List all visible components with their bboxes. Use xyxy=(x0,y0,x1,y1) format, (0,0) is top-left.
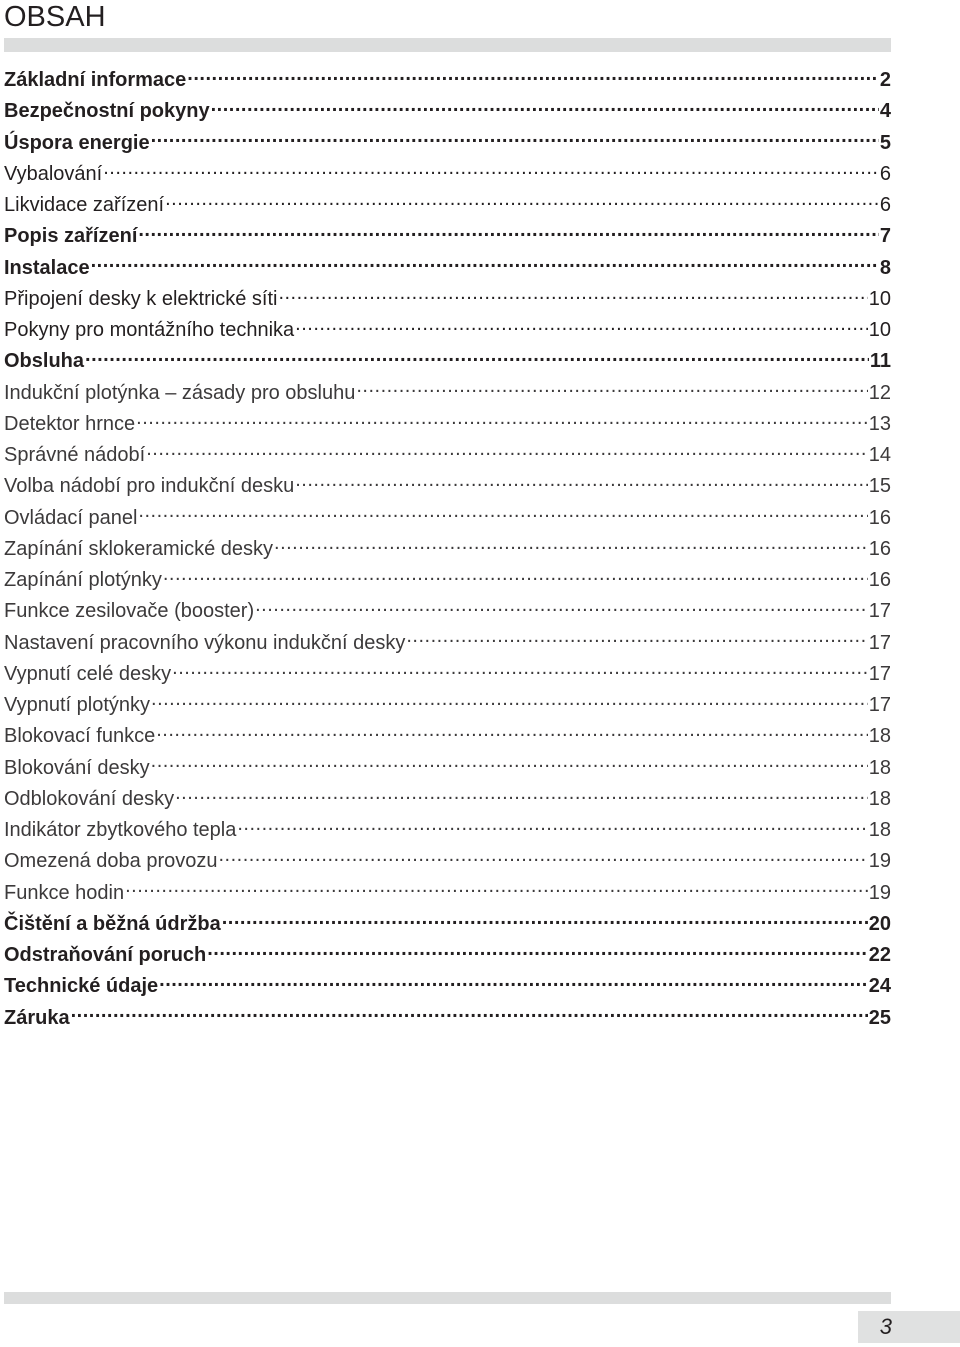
toc-entry-page: 17 xyxy=(868,662,891,685)
toc-entry-page: 17 xyxy=(868,600,891,623)
toc-entry[interactable] xyxy=(4,596,891,627)
toc-entry-page: 18 xyxy=(868,725,891,748)
toc-entry-page: 10 xyxy=(868,319,891,341)
toc-leader-dots xyxy=(356,379,867,399)
toc-entry-page: 17 xyxy=(868,694,891,716)
toc-entry-page: 19 xyxy=(868,850,891,873)
toc-leader-dots xyxy=(71,1004,868,1024)
toc-entry[interactable] xyxy=(4,253,891,284)
toc-entry-label: Volba nádobí pro indukční desku xyxy=(4,475,295,498)
toc-entry-label: Pokyny pro montážního technika xyxy=(4,319,295,341)
toc-leader-dots xyxy=(175,785,868,805)
toc-entry-label: Funkce zesilovače (booster) xyxy=(4,600,255,623)
toc-entry-label: Připojení desky k elektrické síti xyxy=(4,287,278,310)
table-of-contents xyxy=(4,65,891,1034)
toc-leader-dots xyxy=(165,191,879,211)
toc-entry-page: 18 xyxy=(868,756,891,779)
toc-entry[interactable] xyxy=(4,846,891,877)
toc-entry-label: Obsluha xyxy=(4,350,85,373)
toc-entry[interactable] xyxy=(4,565,891,596)
toc-leader-dots xyxy=(295,472,868,492)
toc-entry-page: 24 xyxy=(868,975,891,998)
toc-leader-dots xyxy=(138,504,867,524)
toc-entry-page: 14 xyxy=(868,444,891,466)
toc-entry-label: Vypnutí plotýnky xyxy=(4,694,151,716)
toc-leader-dots xyxy=(278,285,867,305)
toc-leader-dots xyxy=(151,129,879,149)
toc-entry-label: Funkce hodin xyxy=(4,881,125,904)
page-number-box xyxy=(858,1311,960,1343)
toc-entry[interactable] xyxy=(4,284,891,315)
toc-leader-dots xyxy=(163,566,868,586)
toc-entry[interactable] xyxy=(4,721,891,752)
toc-entry[interactable] xyxy=(4,628,891,659)
toc-entry[interactable] xyxy=(4,315,891,346)
page-number: 3 xyxy=(879,1314,892,1339)
toc-entry-label: Ovládací panel xyxy=(4,506,138,529)
toc-entry[interactable] xyxy=(4,909,891,940)
toc-entry[interactable] xyxy=(4,159,891,190)
toc-entry-label: Zapínání sklokeramické desky xyxy=(4,537,274,560)
toc-entry-page: 6 xyxy=(879,194,891,216)
toc-entry-label: Blokování desky xyxy=(4,756,150,779)
toc-leader-dots xyxy=(103,160,879,180)
toc-entry[interactable] xyxy=(4,815,891,846)
toc-entry-label: Odblokování desky xyxy=(4,787,175,810)
toc-entry-page: 18 xyxy=(868,787,891,810)
toc-entry-page: 20 xyxy=(868,912,891,935)
toc-entry-page: 4 xyxy=(879,100,891,123)
toc-entry-label: Vybalování xyxy=(4,162,103,185)
toc-entry-page: 25 xyxy=(868,1006,891,1029)
toc-entry[interactable] xyxy=(4,971,891,1002)
toc-entry[interactable] xyxy=(4,221,891,252)
toc-leader-dots xyxy=(151,754,868,774)
toc-entry[interactable] xyxy=(4,378,891,409)
toc-entry-page: 11 xyxy=(869,350,891,373)
toc-leader-dots xyxy=(85,347,869,367)
toc-entry[interactable] xyxy=(4,753,891,784)
toc-entry[interactable] xyxy=(4,471,891,502)
toc-entry-label: Základní informace xyxy=(4,69,187,91)
toc-leader-dots xyxy=(125,879,868,899)
toc-leader-dots xyxy=(136,410,868,430)
toc-leader-dots xyxy=(207,941,868,961)
toc-entry[interactable] xyxy=(4,940,891,971)
toc-entry-page: 22 xyxy=(868,944,891,966)
toc-entry-page: 6 xyxy=(879,162,891,185)
toc-entry-label: Úspora energie xyxy=(4,131,150,154)
toc-entry-page: 13 xyxy=(868,412,891,435)
toc-entry-label: Blokovací funkce xyxy=(4,725,156,748)
toc-entry-page: 10 xyxy=(868,287,891,310)
toc-entry-page: 2 xyxy=(879,69,891,91)
toc-entry[interactable] xyxy=(4,503,891,534)
toc-entry-label: Odstraňování poruch xyxy=(4,944,207,966)
toc-entry[interactable] xyxy=(4,690,891,721)
toc-entry-page: 12 xyxy=(868,381,891,404)
toc-entry-label: Správné nádobí xyxy=(4,444,146,466)
toc-leader-dots xyxy=(156,722,868,742)
toc-entry-label: Zapínání plotýnky xyxy=(4,569,162,591)
toc-entry[interactable] xyxy=(4,65,891,96)
toc-leader-dots xyxy=(222,910,868,930)
toc-entry[interactable] xyxy=(4,96,891,127)
header-rule xyxy=(4,38,891,52)
toc-leader-dots xyxy=(255,597,868,617)
toc-leader-dots xyxy=(172,660,868,680)
toc-leader-dots xyxy=(151,691,868,711)
toc-entry-page: 15 xyxy=(868,475,891,498)
toc-entry-label: Detektor hrnce xyxy=(4,412,136,435)
toc-leader-dots xyxy=(187,66,879,86)
toc-entry-label: Záruka xyxy=(4,1006,70,1029)
toc-entry-label: Čištění a běžná údržba xyxy=(4,912,221,935)
toc-entry-page: 17 xyxy=(868,631,891,654)
toc-entry[interactable] xyxy=(4,534,891,565)
toc-leader-dots xyxy=(295,316,868,336)
toc-leader-dots xyxy=(406,629,867,649)
toc-entry[interactable] xyxy=(4,659,891,690)
toc-entry-label: Popis zařízení xyxy=(4,225,138,248)
toc-entry-page: 7 xyxy=(879,225,891,248)
toc-entry[interactable] xyxy=(4,1003,891,1034)
footer-rule xyxy=(4,1292,891,1304)
toc-leader-dots xyxy=(91,254,879,274)
page-title: OBSAH xyxy=(4,1,106,33)
toc-leader-dots xyxy=(159,972,868,992)
toc-entry-page: 5 xyxy=(879,131,891,154)
toc-entry-label: Likvidace zařízení xyxy=(4,194,165,216)
toc-leader-dots xyxy=(237,816,867,836)
toc-entry-page: 16 xyxy=(868,569,891,591)
toc-entry-label: Vypnutí celé desky xyxy=(4,662,172,685)
toc-entry[interactable] xyxy=(4,128,891,159)
toc-entry[interactable] xyxy=(4,878,891,909)
toc-entry-label: Omezená doba provozu xyxy=(4,850,218,873)
toc-entry-page: 16 xyxy=(868,537,891,560)
toc-entry[interactable] xyxy=(4,346,891,377)
toc-entry-label: Indukční plotýnka – zásady pro obsluhu xyxy=(4,381,356,404)
toc-entry[interactable] xyxy=(4,784,891,815)
toc-entry[interactable] xyxy=(4,409,891,440)
toc-entry[interactable] xyxy=(4,190,891,221)
toc-entry-label: Nastavení pracovního výkonu indukční desky xyxy=(4,631,406,654)
toc-leader-dots xyxy=(138,222,879,242)
toc-entry[interactable] xyxy=(4,440,891,471)
toc-leader-dots xyxy=(146,441,868,461)
toc-entry-page: 16 xyxy=(868,506,891,529)
toc-entry-page: 8 xyxy=(879,256,891,279)
toc-entry-page: 19 xyxy=(868,881,891,904)
toc-leader-dots xyxy=(218,847,867,867)
toc-leader-dots xyxy=(274,535,868,555)
toc-entry-label: Indikátor zbytkového tepla xyxy=(4,819,237,841)
toc-entry-label: Technické údaje xyxy=(4,975,159,998)
toc-entry-label: Instalace xyxy=(4,256,90,279)
toc-entry-page: 18 xyxy=(868,819,891,841)
toc-leader-dots xyxy=(211,97,879,117)
toc-entry-label: Bezpečnostní pokyny xyxy=(4,100,210,123)
